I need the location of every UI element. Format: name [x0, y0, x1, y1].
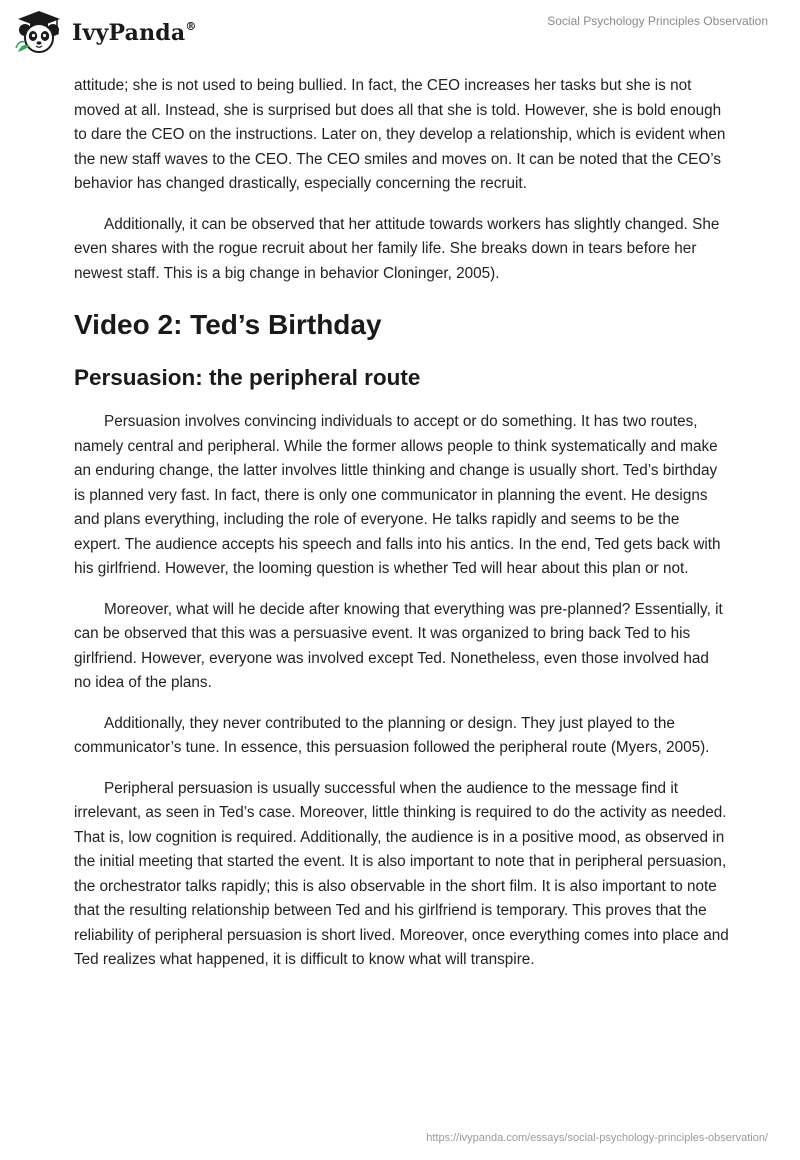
paragraph: Additionally, they never contributed to the planning or design. They just played to the communicator’s tune. In essence, this persuasion followed the peripheral route (Myers, 2005). [74, 714, 710, 756]
source-url[interactable]: https://ivypanda.com/essays/social-psychology-principles-observation/ [426, 1132, 768, 1144]
paragraph: Additionally, it can be observed that her attitude towards workers has slightly changed. She even shares with the rogue recruit about her family life. She breaks down in tears before her newest staff. This is a big change in behavior Cloninger, 2005). [74, 215, 720, 282]
page-header [0, 0, 800, 70]
brand-logo[interactable] [14, 8, 214, 56]
panda-graduate-icon [14, 8, 64, 56]
section-heading-video: Video 2: Ted’s Birthday [74, 309, 382, 340]
paragraph-continued: attitude; she is not used to being bullied. In fact, the CEO increases her tasks but she is not moved at all. Instead, she is surprised but does all that she is told. However, she is bold enough to dare the CEO on the instructions. Later on, they develop a relationship, which is evident when the new staff waves to the CEO. The CEO smiles and moves on. It can be noted that the CEO’s behavior has changed drastically, especially concerning the recruit. [74, 77, 726, 192]
brand-name: IvyPanda® [72, 19, 197, 46]
subsection-heading: Persuasion: the peripheral route [74, 365, 421, 390]
paragraph: Moreover, what will he decide after knowing that everything was pre-planned? Essentially, it can be observed that this was a persuasive event. It was organized to bring back Ted to his girlfriend. However, everyone was involved except Ted. Nonetheless, even those involved had no idea of the plans. [74, 600, 723, 691]
document-title: Social Psychology Principles Observation [547, 14, 768, 28]
paragraph: Persuasion involves convincing individuals to accept or do something. It has two routes, namely central and peripheral. While the former allows people to think systematically and make an enduring change, the latter involves little thinking and change is usually short. Ted’s birthday is planned very fast. In fact, there is only one communicator in planning the event. He designs and plans everything, including the role of everyone. He talks rapidly and seems to be the expert. The audience accepts his speech and falls into his antics. In the end, Ted gets back with his girlfriend. However, the looming question is whether Ted will hear about this plan or not. [74, 413, 721, 577]
essay-body [74, 74, 730, 989]
paragraph: Peripheral persuasion is usually successful when the audience to the message find it irrelevant, as seen in Ted’s case. Moreover, little thinking is required to do the activity as needed. That is, low cognition is required. Additionally, the audience is in a positive mood, as observed in the initial meeting that started the event. It is also important to note that in peripheral persuasion, the orchestrator talks rapidly; this is also observable in the short film. It is also important to note that the resulting relationship between Ted and his girlfriend is temporary. This proves that the reliability of peripheral persuasion is short lived. Moreover, once everything comes into place and Ted realizes what happened, it is difficult to know what will transpire. [74, 779, 729, 968]
